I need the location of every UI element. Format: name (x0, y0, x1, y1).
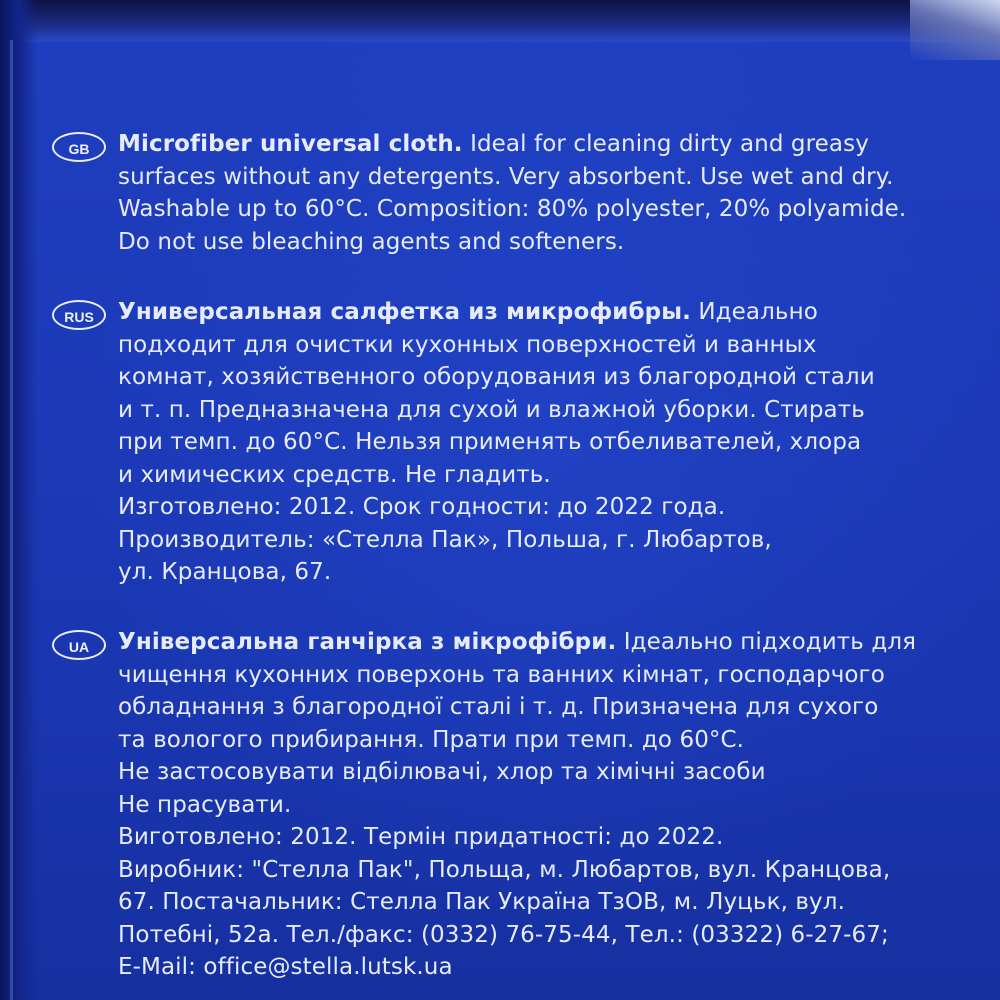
language-badge-rus: RUS (52, 300, 106, 330)
text-line: Washable up to 60°C. Composition: 80% polyester, 20% polyamide. (118, 196, 907, 222)
first-line-rest: Ідеально підходить для (616, 629, 917, 655)
section-text-rus (118, 296, 978, 589)
text-line: Do not use bleaching agents and softeners. (118, 228, 625, 255)
text-line: обладнання з благородної сталі і т. д. Призначена для сухого (118, 694, 879, 720)
language-badge-gb: GB (52, 132, 106, 162)
text-line: и т. п. Предназначена для сухой и влажной уборки. Стирать (118, 396, 865, 423)
first-line-rest: Идеально (690, 299, 818, 325)
text-line: и химических средств. Не гладить. (118, 461, 551, 488)
text-line: Изготовлено: 2012. Срок годности: до 2022 года. (118, 494, 726, 520)
first-line (118, 128, 978, 161)
package-fold-line (10, 40, 13, 1000)
text-line: ул. Кранцова, 67. (118, 559, 332, 585)
text-line: Производитель: «Стелла Пак», Польша, г. Любартов, (118, 526, 772, 553)
text-line: Не прасувати. (118, 791, 292, 818)
section-title: Універсальна ганчірка з мікрофібри. (118, 629, 617, 655)
text-line: комнат, хозяйственного оборудования из благородной стали (118, 364, 875, 390)
text-line: Потебні, 52а. Тел./факс: (0332) 76-75-44, Тел.: (03322) 6-27-67; (118, 921, 889, 948)
text-line: Не застосовувати відбілювачі, хлор та хімічні засоби (118, 759, 766, 785)
first-line (118, 296, 978, 329)
section-title: Microfiber universal cloth. (118, 131, 463, 157)
first-line (118, 626, 978, 659)
text-line: Виробник: "Стелла Пак", Польща, м. Любартов, вул. Кранцова, (118, 856, 891, 883)
package-corner-glare (910, 0, 1000, 60)
text-line: 67. Постачальник: Стелла Пак Україна ТзОВ, м. Луцьк, вул. (118, 889, 845, 915)
text-line: при темп. до 60°С. Нельзя применять отбеливателей, хлора (118, 429, 862, 455)
text-line: подходит для очистки кухонных поверхностей и ванных (118, 331, 817, 358)
package-left-edge (0, 0, 38, 1000)
text-line: чищення кухонних поверхонь та ванних кімнат, господарчого (118, 661, 885, 688)
package-top-edge (0, 0, 1000, 42)
text-line: та вологого прибирання. Прати при темп. до 60°С. (118, 726, 745, 753)
text-line: Виготовлено: 2012. Термін придатності: до 2022. (118, 824, 724, 850)
section-text-ua (118, 626, 978, 984)
language-badge-ua: UA (52, 630, 106, 660)
text-line: E-Mail: office@stella.lutsk.ua (118, 954, 453, 980)
first-line-rest: Ideal for cleaning dirty and greasy (462, 131, 869, 157)
text-line: surfaces without any detergents. Very absorbent. Use wet and dry. (118, 163, 894, 190)
section-text-gb (118, 128, 978, 258)
section-title: Универсальная салфетка из микрофибры. (118, 299, 691, 325)
